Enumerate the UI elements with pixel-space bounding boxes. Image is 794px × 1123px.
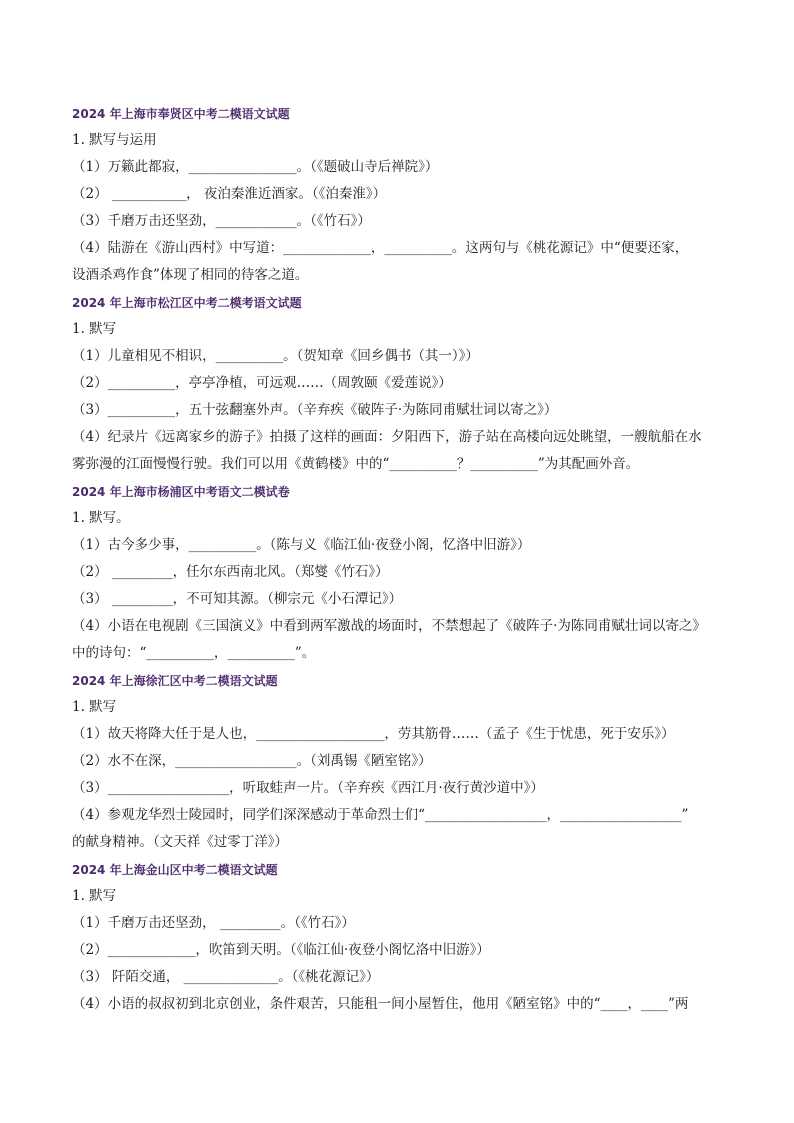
question-item: （2）水不在深，__________________。（刘禹锡《陋室铭》） [72, 753, 432, 769]
section-title: 2024 年上海市杨浦区中考语文二模试卷 [72, 485, 290, 499]
question-item: （2） ___________， 夜泊秦淮近酒家。（《泊秦淮》） [72, 186, 387, 202]
question-item: （4）参观龙华烈士陵园时，同学们深深感动于革命烈士们“__________________，__________________” [72, 807, 689, 823]
question-item: （1）万籁此都寂，________________。（《题破山寺后禅院》） [72, 159, 439, 175]
question-item-continued: 中的诗句：“__________，__________”。 [72, 645, 316, 661]
question-item: （4）纪录片《远离家乡的游子》拍摄了这样的画面：夕阳西下，游子站在高楼向远处眺望，一艘航船在水 [72, 429, 702, 445]
question-item: （3）千磨万击还坚劲，____________。（《竹石》） [72, 213, 371, 229]
question-item: （4）小语的叔叔初到北京创业，条件艰苦，只能租一间小屋暂住，他用《陋室铭》中的“____，____”两 [72, 996, 689, 1012]
section-title: 2024 年上海市松江区中考二模考语文试题 [72, 296, 302, 310]
question-item: （3） _________，不可知其源。（柳宗元《小石潭记》） [72, 591, 403, 607]
question-item-continued: 设酒杀鸡作食”体现了相同的待客之道。 [72, 267, 309, 283]
question-item: （4）陆游在《游山西村》中写道：_____________，__________。这两句与《桃花源记》中“便要还家， [72, 240, 689, 256]
question-item-continued: 雾弥漫的江面慢慢行驶。我们可以用《黄鹤楼》中的“__________？__________”为其配画外音。 [72, 456, 640, 472]
question-label: 1. 默写。 [72, 510, 130, 526]
section-title: 2024 年上海市奉贤区中考二模语文试题 [72, 107, 290, 121]
question-label: 1. 默写 [72, 321, 117, 337]
question-item: （3） 阡陌交通， ______________。（《桃花源记》） [72, 969, 380, 985]
question-item-continued: 的献身精神。（文天祥《过零丁洋》） [72, 834, 288, 850]
question-label: 1. 默写 [72, 888, 117, 904]
question-item: （1）千磨万击还坚劲， _________。（《竹石》） [72, 915, 355, 931]
question-item: （3）__________，五十弦翻塞外声。（辛弃疾《破阵子·为陈同甫赋壮词以寄之》） [72, 402, 558, 418]
question-item: （1）古今多少事，__________。（陈与义《临江仙·夜登小阁，忆洛中旧游》） [72, 537, 531, 553]
section-title: 2024 年上海金山区中考二模语文试题 [72, 863, 278, 877]
question-item: （3）__________________，听取蛙声一片。（辛弃疾《西江月·夜行黄沙道中》） [72, 780, 544, 796]
document-body [72, 100, 732, 1018]
question-label: 1. 默写与运用 [72, 132, 157, 148]
question-item: （2）_____________，吹笛到天明。（《临江仙·夜登小阁忆洛中旧游》） [72, 942, 490, 958]
question-item: （2）__________，亭亭净植，可远观……（周敦颐《爱莲说》） [72, 375, 452, 391]
question-item: （1）儿童相见不相识，__________。（贺知章《回乡偶书（其一）》） [72, 348, 479, 364]
question-item: （1）故天将降大任于是人也，___________________，劳其筋骨……（孟子《生于忧患，死于安乐》） [72, 726, 675, 742]
section-title: 2024 年上海徐汇区中考二模语文试题 [72, 674, 278, 688]
question-item: （2） _________，任尔东西南北风。（郑燮《竹石》） [72, 564, 389, 580]
question-label: 1. 默写 [72, 699, 117, 715]
question-item: （4）小语在电视剧《三国演义》中看到两军激战的场面时，不禁想起了《破阵子·为陈同甫赋壮词以寄之》 [72, 618, 706, 634]
